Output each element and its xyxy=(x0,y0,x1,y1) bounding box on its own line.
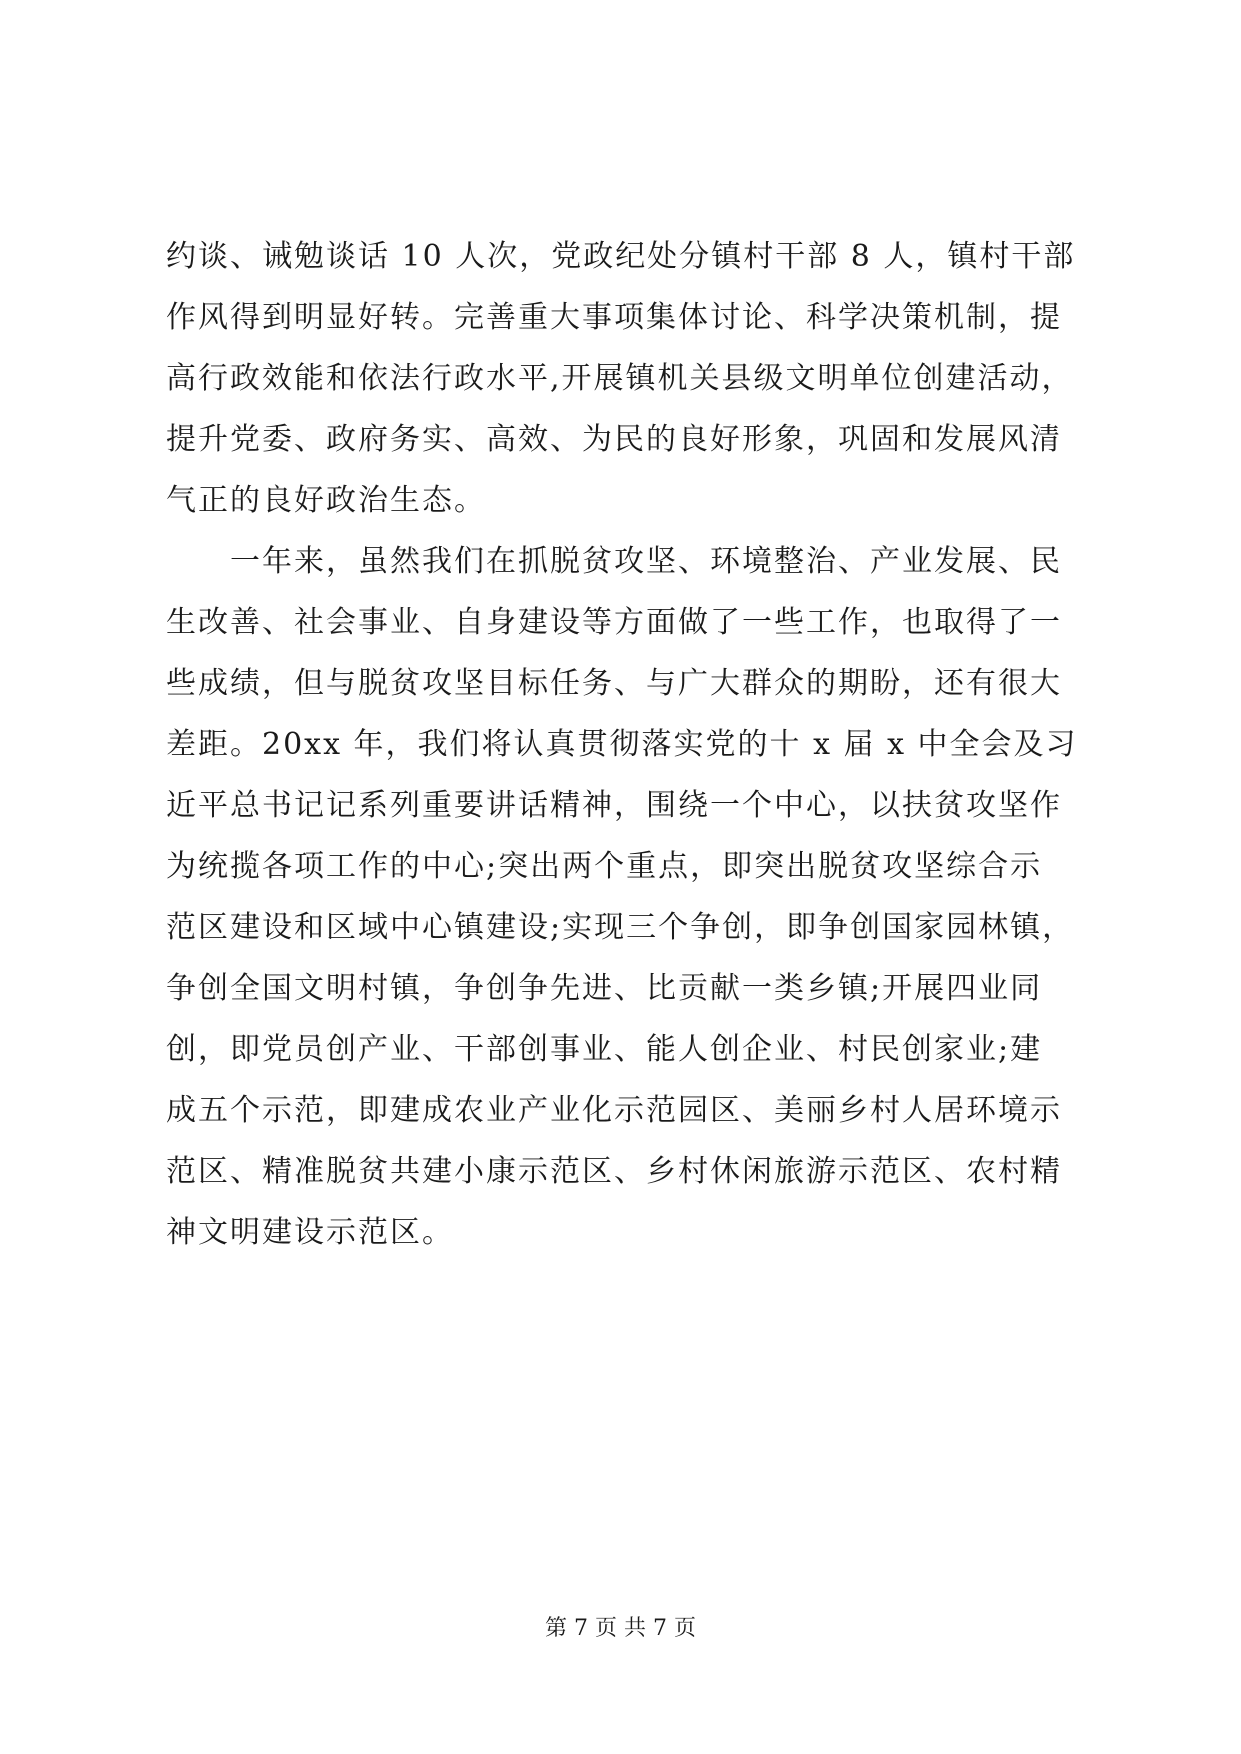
text-line: 提升党委、政府务实、高效、为民的良好形象，巩固和发展风清 xyxy=(166,422,1062,457)
text-line: 近平总书记记系列重要讲话精神，围绕一个中心，以扶贫攻坚作 xyxy=(166,788,1062,823)
text-line: 生改善、社会事业、自身建设等方面做了一些工作，也取得了一 xyxy=(166,605,1062,640)
text-line: 气正的良好政治生态。 xyxy=(166,483,486,518)
text-line: 范区建设和区域中心镇建设;实现三个争创，即争创国家园林镇， xyxy=(166,910,1075,945)
paragraph-2 xyxy=(166,531,1096,1263)
text-line: 高行政效能和依法行政水平,开展镇机关县级文明单位创建活动， xyxy=(166,361,1074,396)
text-line: 些成绩，但与脱贫攻坚目标任务、与广大群众的期盼，还有很大 xyxy=(166,666,1062,701)
text-line: 创，即党员创产业、干部创事业、能人创企业、村民创家业;建 xyxy=(166,1032,1043,1067)
text-line: 成五个示范，即建成农业产业化示范园区、美丽乡村人居环境示 xyxy=(166,1093,1062,1128)
text-line: 为统揽各项工作的中心;突出两个重点，即突出脱贫攻坚综合示 xyxy=(166,849,1043,884)
text-line: 差距。20xx 年，我们将认真贯彻落实党的十 x 届 x 中全会及习 xyxy=(166,727,1078,762)
paragraph-1 xyxy=(166,226,1096,531)
text-line: 约谈、诫勉谈话 10 人次，党政纪处分镇村干部 8 人，镇村干部 xyxy=(166,239,1076,274)
text-line: 争创全国文明村镇，争创争先进、比贡献一类乡镇;开展四业同 xyxy=(166,971,1043,1006)
text-line: 作风得到明显好转。完善重大事项集体讨论、科学决策机制，提 xyxy=(166,300,1062,335)
text-line: 一年来，虽然我们在抓脱贫攻坚、环境整治、产业发展、民 xyxy=(166,544,1062,579)
text-line: 神文明建设示范区。 xyxy=(166,1215,454,1250)
page-footer: 第 7 页 共 7 页 xyxy=(545,1616,696,1641)
document-body xyxy=(166,226,1096,1263)
text-line: 范区、精准脱贫共建小康示范区、乡村休闲旅游示范区、农村精 xyxy=(166,1154,1062,1189)
